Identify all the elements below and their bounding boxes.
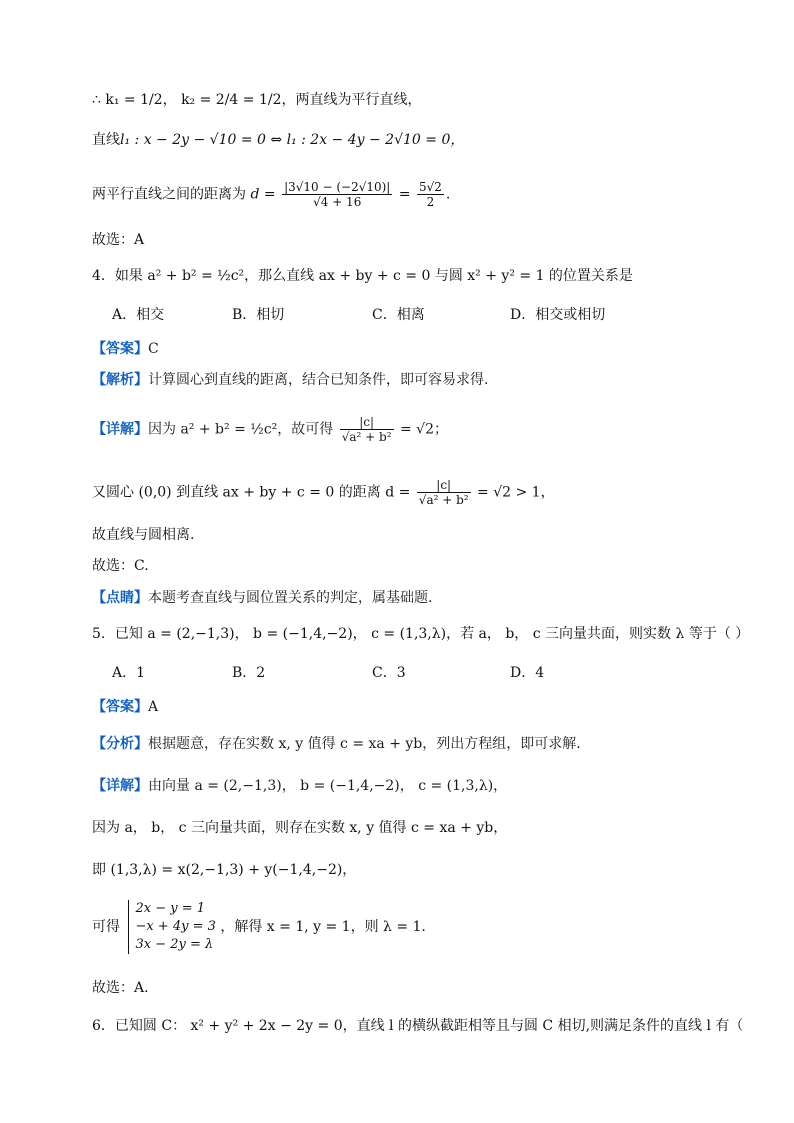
- q5-analysis: 【分析】根据题意，存在实数 x, y 值得 c = xa + yb，列出方程组，即可求解.: [92, 736, 581, 752]
- question-5-text: 5．已知 a = (2,−1,3)， b = (−1,4,−2)， c = (1,3,λ)，若 a， b， c 三向量共面，则实数 λ 等于（ ）: [92, 626, 750, 642]
- q5-answer: 【答案】A: [92, 699, 159, 715]
- q5-option-a: A．1: [112, 665, 146, 681]
- q4-distance-line: 又圆心 (0,0) 到直线 ax + by + c = 0 的距离 d = $\frac{|c|}{\text{√a² + b²}}$ = √2 > 1，: [92, 478, 555, 507]
- question-4-options: [0, 305, 794, 325]
- q4-answer: 【答案】C: [92, 341, 159, 357]
- distance-fraction: $\frac{|3√10 - (-2√10)|}{√4 + 16}$: [284, 180, 391, 209]
- q4-detail-fraction: $\frac{|c|}{\text{√a² + b²}}$: [341, 415, 392, 444]
- line-equation: 直线l₁ : x − 2y − √10 = 0 ⇔ l₁ : 2x − 4y − 2√10 = 0，: [92, 132, 465, 148]
- q4-distance-fraction: $\frac{|c|}{\text{√a² + b²}}$: [418, 478, 469, 507]
- q5-vector-equation: 即 (1,3,λ) = x(2,−1,3) + y(−1,4,−2)，: [92, 862, 357, 878]
- q4-option-a: A．相交: [112, 307, 165, 323]
- q4-option-b: B．相切: [232, 307, 285, 323]
- question-5-options: [0, 663, 794, 683]
- q4-choose: 故选：C.: [92, 558, 149, 574]
- question-4-text: 4．如果 a² + b² = ½c²，那么直线 ax + by + c = 0 与圆 x² + y² = 1 的位置关系是: [92, 268, 633, 284]
- q4-conclusion: 故直线与圆相离.: [92, 527, 195, 543]
- q5-detail: 【详解】由向量 a = (2,−1,3)， b = (−1,4,−2)， c = (1,3,λ)，: [92, 778, 508, 794]
- q5-system-line: 可得 2x − y = 1 −x + 4y = 3 3x − 2y = λ ，解得 x = 1, y = 1，则 λ = 1.: [92, 901, 426, 952]
- q5-coplanar-line: 因为 a， b， c 三向量共面，则存在实数 x, y 值得 c = xa + yb，: [92, 820, 508, 836]
- line-choose-a: 故选：A: [92, 232, 145, 248]
- q5-choose: 故选：A.: [92, 980, 149, 996]
- q4-option-d: D．相交或相切: [510, 307, 606, 323]
- q5-option-c: C．3: [372, 665, 406, 681]
- q4-analysis: 【解析】计算圆心到直线的距离，结合已知条件，即可容易求得.: [92, 372, 489, 388]
- line-distance: 两平行直线之间的距离为 d = $\frac{|3√10 - (-2√10)|}{√4 + 16}$ = $\frac{5√2}{2}$ .: [92, 180, 451, 209]
- q5-option-b: B．2: [232, 665, 266, 681]
- q4-comment: 【点睛】本题考查直线与圆位置关系的判定，属基础题.: [92, 590, 433, 606]
- line-slopes: ∴ k₁ = 1/2， k₂ = 2/4 = 1/2，两直线为平行直线，: [92, 92, 422, 108]
- q5-equation-system: 2x − y = 1 −x + 4y = 3 3x − 2y = λ: [128, 900, 215, 954]
- q4-option-c: C．相离: [372, 307, 425, 323]
- question-6-text: 6．已知圆 C： x² + y² + 2x − 2y = 0，直线 l 的横纵截距相等且与圆 C 相切,则满足条件的直线 l 有（: [92, 1018, 744, 1034]
- q5-option-d: D．4: [510, 665, 545, 681]
- q4-detail: 【详解】因为 a² + b² = ½c²，故可得 $\frac{|c|}{\text{√a² + b²}}$ = √2；: [92, 415, 448, 444]
- distance-result: $\frac{5√2}{2}$: [419, 180, 442, 209]
